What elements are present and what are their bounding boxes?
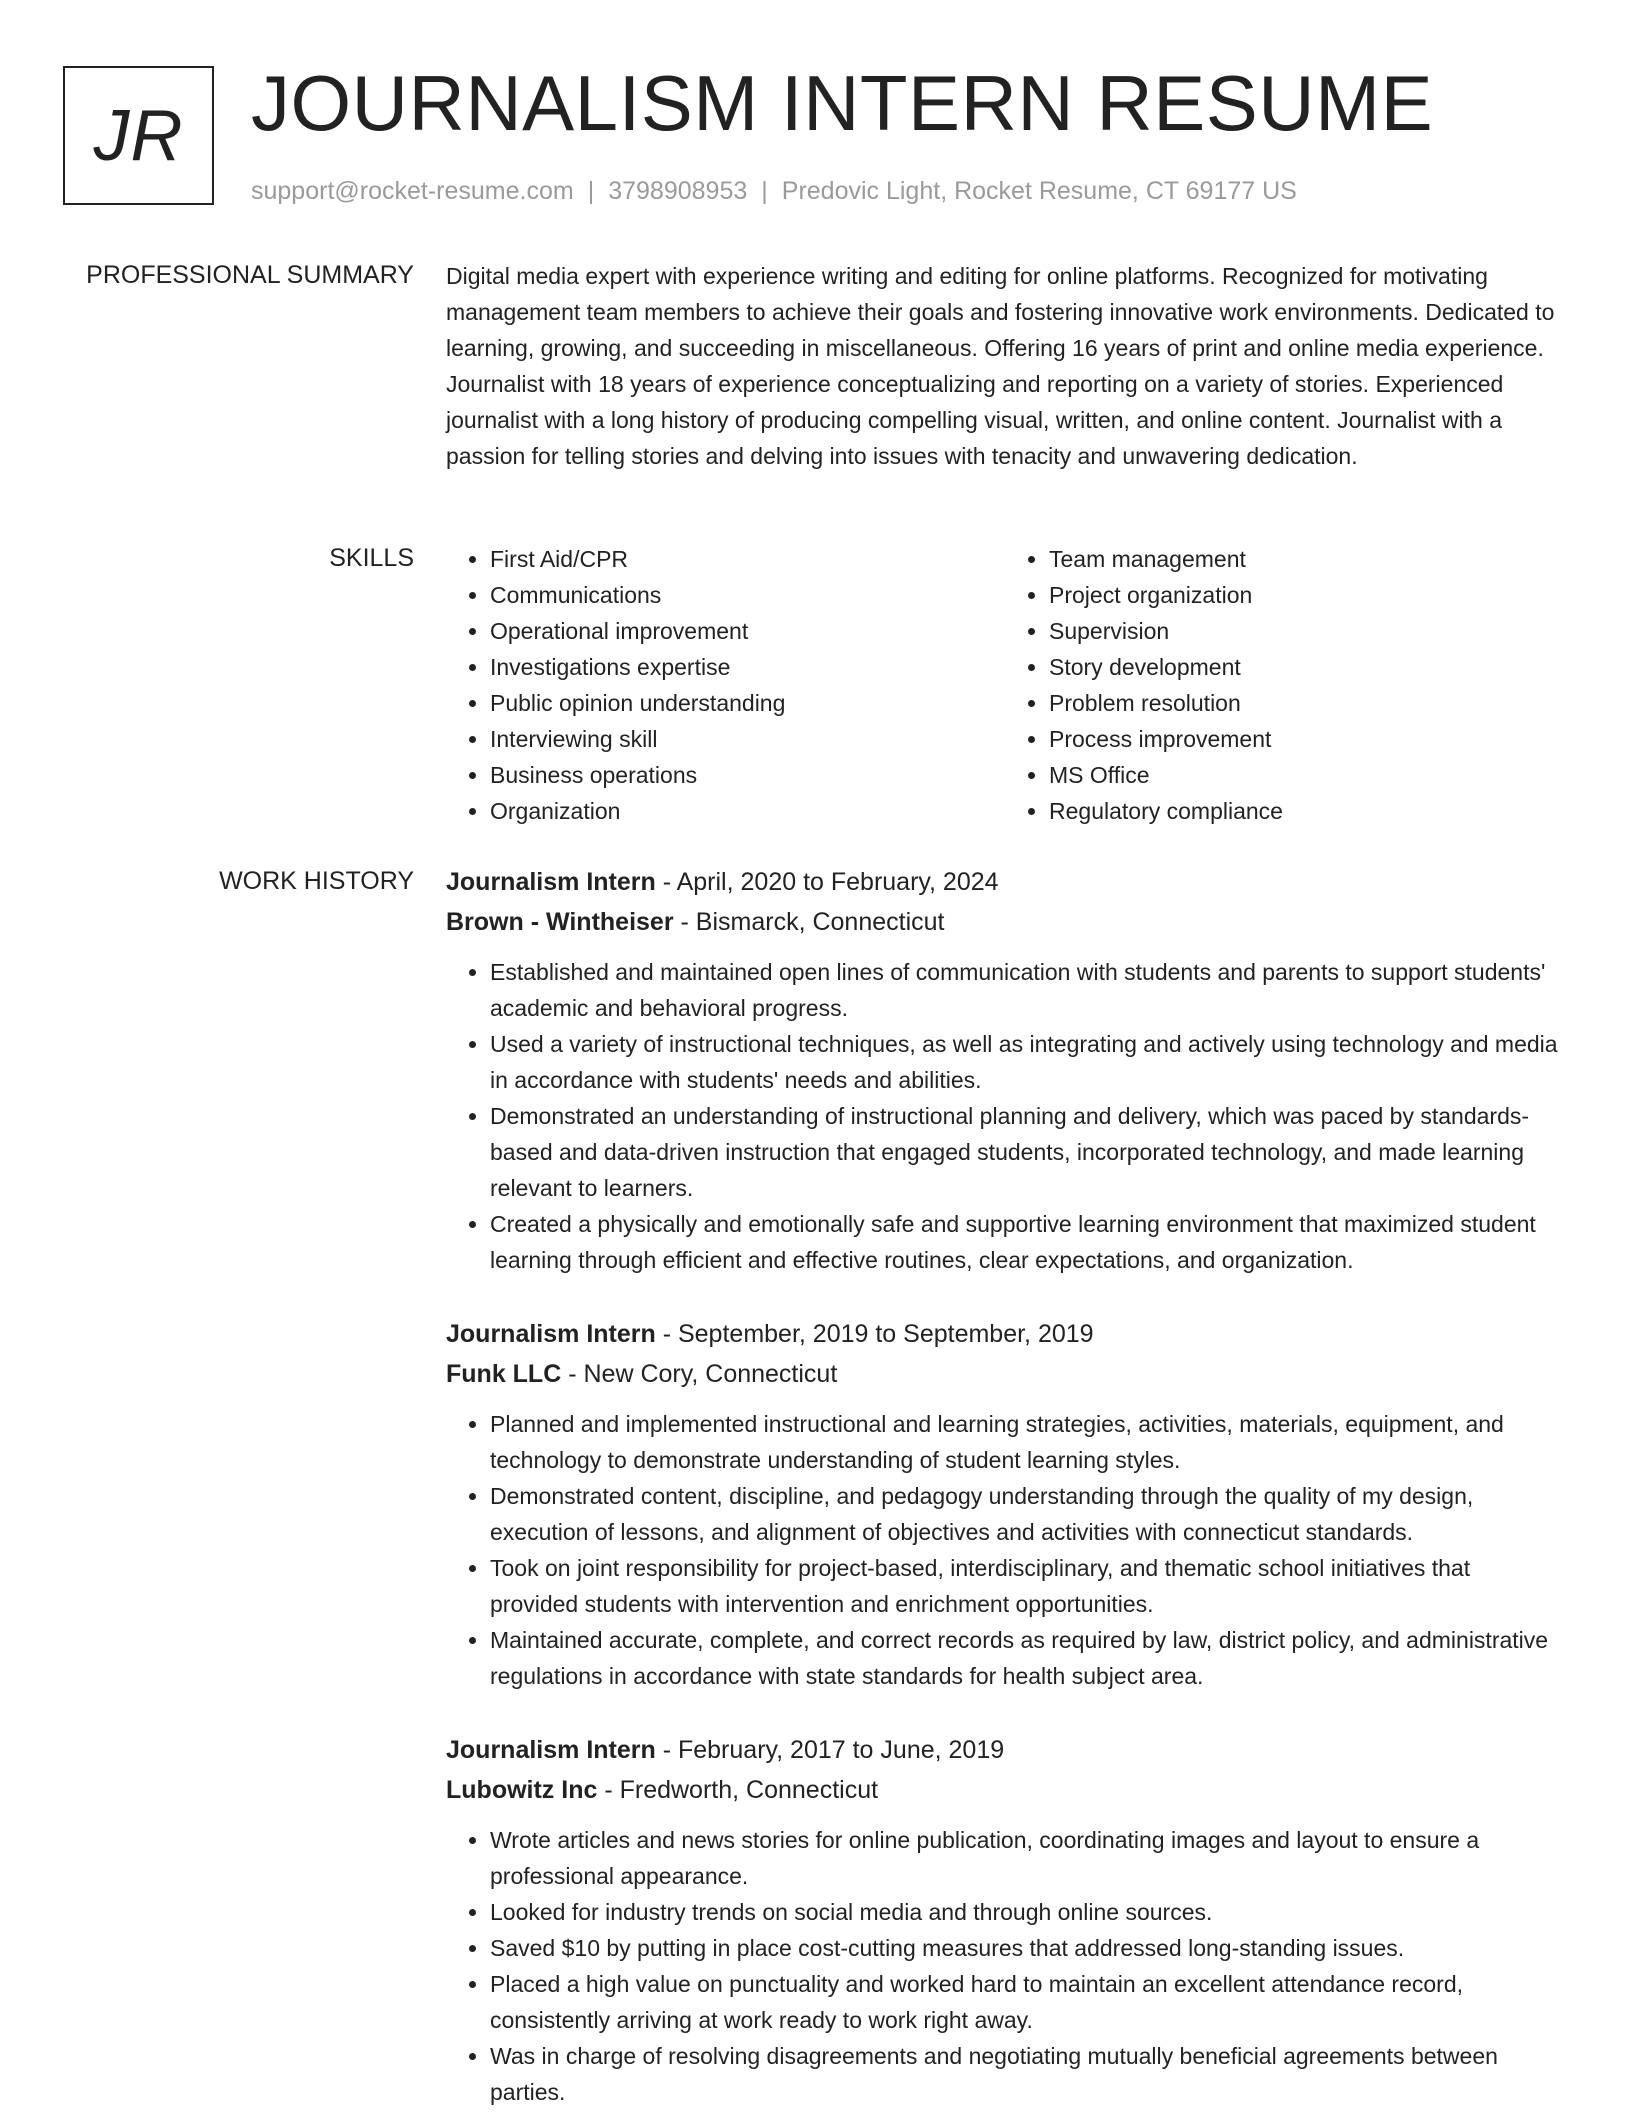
- skill-item: • Investigations expertise: [490, 649, 1005, 685]
- work-history-section: [446, 862, 1564, 2112]
- skill-item: • Regulatory compliance: [1049, 793, 1564, 829]
- job-title: Journalism Intern: [446, 868, 656, 896]
- skill-item: • Supervision: [1049, 613, 1564, 649]
- skill-item: • Operational improvement: [490, 613, 1005, 649]
- skills-column-left: [446, 541, 1005, 829]
- skill-item: • Problem resolution: [1049, 685, 1564, 721]
- skills-grid: [446, 541, 1564, 829]
- contact-separator: |: [761, 177, 768, 205]
- job-entry: [446, 862, 1564, 1278]
- job-bullet: • Looked for industry trends on social media and through online sources.: [490, 1894, 1564, 1930]
- job-bullets: [446, 954, 1564, 1278]
- job-bullets: [446, 1822, 1564, 2110]
- job-bullet: • Demonstrated content, discipline, and pedagogy understanding through the quality of my design, execution of lessons, and alignment of objectives and activities with connecticut standards.: [490, 1478, 1564, 1550]
- contact-email[interactable]: support@rocket-resume.com: [251, 177, 574, 205]
- skill-item: • Public opinion understanding: [490, 685, 1005, 721]
- monogram-initials: JR: [93, 95, 184, 176]
- job-entry: [446, 1730, 1564, 2110]
- job-bullet: • Wrote articles and news stories for online publication, coordinating images and layout to ensure a professional appearance.: [490, 1822, 1564, 1894]
- skill-item: • Business operations: [490, 757, 1005, 793]
- job-location: - Bismarck, Connecticut: [673, 908, 945, 936]
- skill-item: • Process improvement: [1049, 721, 1564, 757]
- job-location: - New Cory, Connecticut: [561, 1360, 838, 1388]
- contact-line: [251, 174, 1297, 208]
- job-company-line: [446, 1354, 1564, 1394]
- job-bullet: • Maintained accurate, complete, and correct records as required by law, district policy, and administrative regulations in accordance with state standards for health subject area.: [490, 1622, 1564, 1694]
- job-title-line: [446, 1730, 1564, 1770]
- job-company-line: [446, 902, 1564, 942]
- contact-phone[interactable]: 3798908953: [608, 177, 748, 205]
- job-bullet: • Was in charge of resolving disagreements and negotiating mutually beneficial agreements between parties.: [490, 2038, 1564, 2110]
- section-label-skills: SKILLS: [329, 544, 414, 572]
- job-title-line: [446, 862, 1564, 902]
- contact-separator: |: [587, 177, 595, 205]
- job-title-line: [446, 1314, 1564, 1354]
- summary-text: Digital media expert with experience writing and editing for online platforms. Recognized for motivating management team members to achieve their goals and fostering innovative work environments. Dedicated to learning, growing, and succeeding in miscellaneous. Offering 16 years of print and online media experience. Journalist with 18 years of experience conceptualizing and reporting on a variety of stories. Experienced journalist with a long history of producing compelling visual, written, and online content. Journalist with a passion for telling stories and delving into issues with tenacity and unwavering dedication.: [446, 263, 1555, 469]
- job-dates: - April, 2020 to February, 2024: [655, 868, 999, 896]
- contact-address: Predovic Light, Rocket Resume, CT 69177 US: [781, 177, 1297, 205]
- job-location: - Fredworth, Connecticut: [597, 1776, 879, 1804]
- job-dates: - September, 2019 to September, 2019: [655, 1320, 1094, 1348]
- skill-item: • Organization: [490, 793, 1005, 829]
- monogram-box: [63, 66, 214, 205]
- section-label-work-history: WORK HISTORY: [219, 867, 414, 895]
- job-bullet: • Placed a high value on punctuality and worked hard to maintain an excellent attendance record, consistently arriving at work ready to work right away.: [490, 1966, 1564, 2038]
- job-bullet: • Planned and implemented instructional and learning strategies, activities, materials, equipment, and technology to demonstrate understanding of student learning styles.: [490, 1406, 1564, 1478]
- job-company: Funk LLC: [446, 1360, 562, 1388]
- job-dates: - February, 2017 to June, 2019: [655, 1736, 1005, 1764]
- job-bullet: • Saved $10 by putting in place cost-cutting measures that addressed long-standing issues.: [490, 1930, 1564, 1966]
- job-company: Lubowitz Inc: [446, 1776, 598, 1804]
- job-title: Journalism Intern: [446, 1320, 656, 1348]
- job-bullet: • Took on joint responsibility for project-based, interdisciplinary, and thematic school initiatives that provided students with intervention and enrichment opportunities.: [490, 1550, 1564, 1622]
- skill-item: • Communications: [490, 577, 1005, 613]
- job-bullet: • Used a variety of instructional techniques, as well as integrating and actively using technology and media in accordance with students' needs and abilities.: [490, 1026, 1564, 1098]
- skills-column-right: [1005, 541, 1564, 829]
- job-bullet: • Created a physically and emotionally safe and supportive learning environment that maximized student learning through efficient and effective routines, clear expectations, and organization.: [490, 1206, 1564, 1278]
- skill-item: • Interviewing skill: [490, 721, 1005, 757]
- skill-item: • MS Office: [1049, 757, 1564, 793]
- skill-item: • Team management: [1049, 541, 1564, 577]
- skill-item: • Project organization: [1049, 577, 1564, 613]
- job-company: Brown - Wintheiser: [446, 908, 674, 936]
- section-label-summary: PROFESSIONAL SUMMARY: [86, 261, 414, 289]
- skills-section: [446, 541, 1564, 829]
- skill-item: • First Aid/CPR: [490, 541, 1005, 577]
- job-bullet: • Established and maintained open lines of communication with students and parents to support students' academic and behavioral progress.: [490, 954, 1564, 1026]
- job-bullets: [446, 1406, 1564, 1694]
- summary-section: [446, 258, 1564, 474]
- job-bullet: • Demonstrated an understanding of instructional planning and delivery, which was paced by standards-based and data-driven instruction that engaged students, incorporated technology, and made learning relevant to learners.: [490, 1098, 1564, 1206]
- job-entry: [446, 1314, 1564, 1694]
- resume-title: JOURNALISM INTERN RESUME: [251, 59, 1434, 147]
- job-title: Journalism Intern: [446, 1736, 656, 1764]
- skill-item: • Story development: [1049, 649, 1564, 685]
- job-company-line: [446, 1770, 1564, 1810]
